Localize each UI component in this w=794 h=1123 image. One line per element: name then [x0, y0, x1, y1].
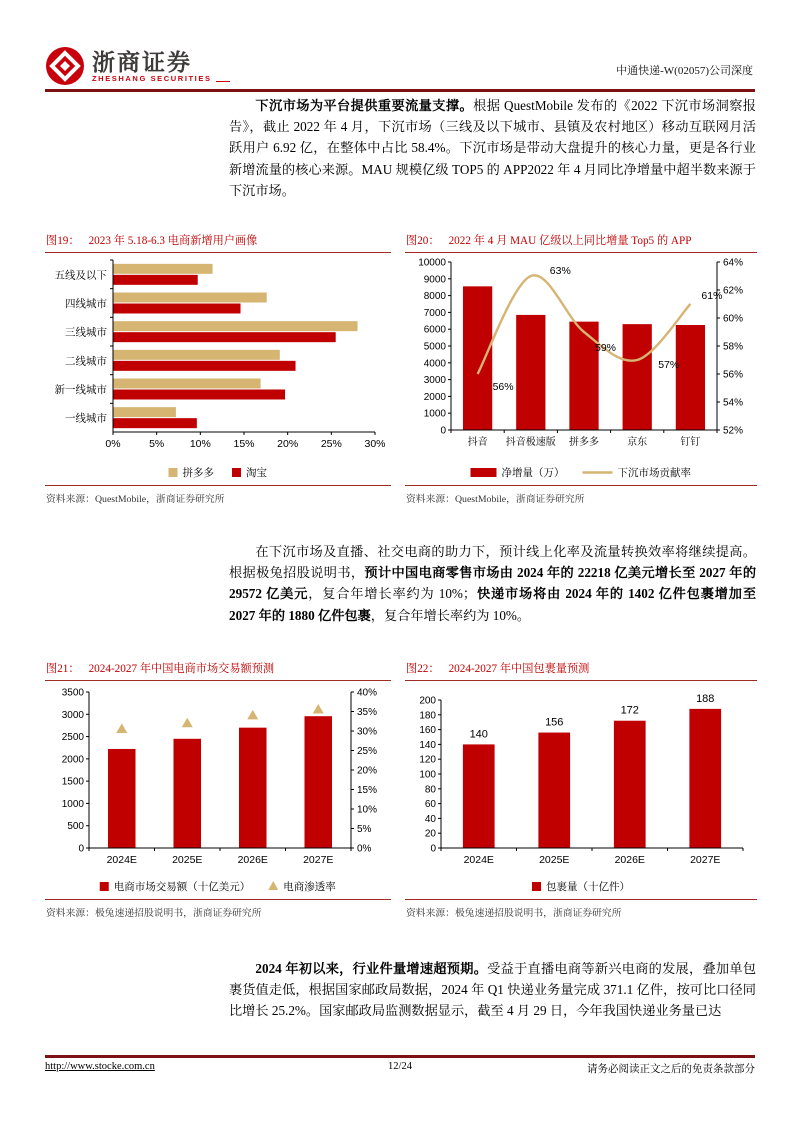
svg-text:2024E: 2024E [106, 854, 137, 866]
footer [45, 1055, 755, 1076]
svg-text:二线城市: 二线城市 [65, 355, 107, 368]
paragraph-forecast: 在下沉市场及直播、社交电商的助力下，预计线上化率及流量转换效率将继续提高。根据极兔招股说明书，预计中国电商零售市场由 2024 年的 22218 亿美元增长至 2027 年的 29572 亿美元，复合年增长率约为 10%；快递市场将由 2024 年的 1402 亿件包裹增加至 2027 年的 1880 亿件包裹，复合年增长率约为 10%。 [229, 544, 757, 623]
svg-text:包裹量（十亿件）: 包裹量（十亿件） [546, 881, 630, 893]
svg-text:1000: 1000 [423, 408, 446, 420]
svg-text:9000: 9000 [423, 274, 446, 286]
figure-22-title: 图22： 2024-2027 年中国包裹量预测 [405, 658, 757, 681]
svg-text:0: 0 [440, 425, 446, 437]
figure-19-title: 图19： 2023 年 5.18-6.3 电商新增用户画像 [45, 230, 391, 253]
svg-text:2000: 2000 [423, 391, 446, 403]
figure-20-source: 资料来源：QuestMobile，浙商证券研究所 [405, 485, 757, 505]
svg-text:淘宝: 淘宝 [246, 467, 268, 479]
svg-text:59%: 59% [595, 342, 617, 354]
svg-text:京东: 京东 [627, 437, 648, 448]
svg-text:净增量（万）: 净增量（万） [501, 467, 565, 479]
fig19-chart-svg [45, 254, 391, 484]
header [45, 44, 755, 92]
svg-text:15%: 15% [233, 438, 255, 450]
svg-text:四线城市: 四线城市 [65, 298, 107, 310]
svg-text:2000: 2000 [61, 754, 84, 766]
figure-22-source: 资料来源：极兔速递招股说明书，浙商证券研究所 [405, 899, 757, 919]
svg-text:15%: 15% [357, 785, 378, 796]
svg-text:2500: 2500 [61, 732, 84, 744]
svg-text:61%: 61% [701, 290, 723, 302]
fig20-chart-svg [405, 254, 757, 484]
zheshang-logo-icon [45, 46, 85, 86]
svg-text:0%: 0% [357, 843, 372, 855]
figure-21-source: 资料来源：极兔速递招股说明书，浙商证券研究所 [45, 899, 391, 919]
svg-text:10%: 10% [189, 438, 211, 450]
svg-text:8000: 8000 [423, 291, 446, 303]
figure-21 [45, 658, 391, 919]
svg-text:52%: 52% [723, 425, 744, 437]
figure-19-chart [45, 254, 391, 484]
svg-text:160: 160 [419, 725, 436, 737]
svg-text:5%: 5% [149, 438, 165, 450]
figure-20-title: 图20： 2022 年 4 月 MAU 亿级以上同比增量 Top5 的 APP [405, 230, 757, 253]
svg-text:7000: 7000 [423, 307, 446, 319]
svg-text:电商渗透率: 电商渗透率 [283, 881, 336, 893]
svg-text:58%: 58% [723, 341, 744, 353]
svg-text:30%: 30% [364, 438, 386, 450]
svg-text:62%: 62% [723, 285, 744, 297]
svg-text:2027E: 2027E [690, 854, 721, 866]
svg-text:40%: 40% [357, 687, 378, 699]
svg-text:140: 140 [419, 739, 436, 751]
logo-underline [216, 81, 230, 82]
figure-19 [45, 230, 391, 505]
svg-text:0: 0 [430, 843, 436, 855]
svg-text:54%: 54% [723, 397, 744, 409]
svg-text:100: 100 [419, 769, 436, 781]
svg-text:三线城市: 三线城市 [65, 326, 107, 339]
svg-text:63%: 63% [549, 265, 571, 277]
footer-disclaimer: 请务必阅读正文之后的免责条款部分 [587, 1064, 755, 1075]
figure-19-label: 图19： [46, 235, 80, 247]
svg-text:188: 188 [696, 692, 715, 705]
svg-text:2026E: 2026E [614, 854, 645, 866]
svg-text:10%: 10% [357, 804, 378, 816]
svg-text:1500: 1500 [61, 776, 84, 788]
svg-text:2026E: 2026E [237, 854, 268, 866]
figure-21-label: 图21： [46, 663, 80, 675]
figure-20 [405, 230, 757, 505]
svg-text:6000: 6000 [423, 324, 446, 336]
figure-20-label: 图20： [406, 235, 440, 247]
svg-text:60: 60 [424, 799, 436, 811]
fig21-chart-svg [45, 682, 391, 898]
svg-text:60%: 60% [723, 313, 744, 325]
svg-text:电商市场交易额（十亿美元）: 电商市场交易额（十亿美元） [113, 881, 251, 893]
figure-21-chart [45, 682, 391, 898]
svg-text:一线城市: 一线城市 [65, 412, 107, 425]
svg-text:180: 180 [419, 710, 436, 722]
svg-text:140: 140 [469, 728, 488, 741]
svg-text:拼多多: 拼多多 [569, 437, 599, 448]
svg-text:2025E: 2025E [539, 854, 570, 866]
svg-text:5%: 5% [357, 824, 372, 835]
svg-text:1000: 1000 [61, 798, 84, 810]
svg-text:120: 120 [419, 754, 436, 766]
brand-logo [45, 46, 230, 86]
svg-text:3000: 3000 [61, 709, 84, 721]
svg-text:2024E: 2024E [463, 854, 494, 866]
svg-text:3500: 3500 [61, 687, 84, 699]
doc-type-label: 中通快递-W(02057)公司深度 [616, 65, 753, 77]
svg-text:57%: 57% [658, 359, 680, 371]
brand-name-cn: 浙商证券 [92, 48, 192, 75]
svg-text:抖音: 抖音 [467, 437, 488, 448]
fig22-chart-svg [405, 682, 757, 898]
svg-text:20%: 20% [357, 765, 378, 777]
figure-22 [405, 658, 757, 919]
svg-text:拼多多: 拼多多 [182, 467, 215, 479]
svg-text:五线及以下: 五线及以下 [54, 269, 107, 282]
footer-url[interactable]: http://www.stocke.com.cn [45, 1061, 155, 1072]
svg-text:20%: 20% [277, 438, 299, 450]
figure-22-label: 图22： [406, 663, 440, 675]
svg-text:56%: 56% [492, 381, 514, 393]
svg-text:64%: 64% [723, 257, 744, 269]
brand-name-en: ZHESHANG SECURITIES [92, 73, 212, 83]
svg-text:下沉市场贡献率: 下沉市场贡献率 [617, 467, 692, 479]
svg-text:钉钉: 钉钉 [680, 437, 701, 448]
footer-page-number: 12/24 [388, 1061, 412, 1072]
svg-text:200: 200 [419, 695, 436, 707]
svg-text:156: 156 [545, 716, 564, 729]
figure-19-source: 资料来源：QuestMobile，浙商证券研究所 [45, 485, 391, 505]
svg-text:4000: 4000 [423, 358, 446, 370]
svg-text:3000: 3000 [423, 375, 446, 387]
svg-text:35%: 35% [357, 707, 378, 718]
svg-text:5000: 5000 [423, 341, 446, 353]
svg-text:25%: 25% [320, 438, 342, 450]
svg-text:80: 80 [424, 784, 436, 796]
svg-text:20: 20 [424, 828, 436, 840]
svg-text:30%: 30% [357, 726, 378, 738]
svg-text:2025E: 2025E [172, 854, 203, 866]
svg-text:56%: 56% [723, 369, 744, 381]
figure-row-1 [45, 230, 757, 505]
svg-text:0: 0 [78, 843, 84, 855]
paragraph-sinking-market: 下沉市场为平台提供重要流量支撑。根据 QuestMobile 发布的《2022 下沉市场洞察报告》，截止 2022 年 4 月，下沉市场（三线及以下城市、县镇及农村地区）移动互联网月活跃用户 6.92 亿，在整体中占比 58.4%。下沉市场是带动大盘提升的核心力量，更是各行业新增流量的核心来源。MAU 规模亿级 TOP5 的 APP2022 年 4 月同比净增量中超半数来源于下沉市场。 [229, 98, 756, 198]
svg-text:172: 172 [620, 704, 639, 717]
paragraph-industry-volume: 2024 年初以来，行业件量增速超预期。受益于直播电商等新兴电商的发展，叠加单包裹货值走低，根据国家邮政局数据，2024 年 Q1 快递业务量完成 371.1 亿件，按可比口径同比增长 25.2%。国家邮政局监测数据显示，截至 4 月 29 日，今年我国快递业务量已达 [229, 961, 757, 1019]
svg-text:25%: 25% [357, 746, 378, 757]
svg-text:0%: 0% [105, 438, 121, 450]
svg-text:抖音极速版: 抖音极速版 [505, 437, 556, 448]
figure-row-2 [45, 658, 757, 919]
figure-20-chart [405, 254, 757, 484]
svg-text:新一线城市: 新一线城市 [54, 384, 107, 396]
svg-text:500: 500 [67, 821, 84, 833]
figure-21-title: 图21： 2024-2027 年中国电商市场交易额预测 [45, 658, 391, 681]
svg-text:2027E: 2027E [303, 854, 334, 866]
svg-text:10000: 10000 [418, 257, 446, 269]
svg-text:40: 40 [424, 813, 436, 825]
figure-22-chart [405, 682, 757, 898]
